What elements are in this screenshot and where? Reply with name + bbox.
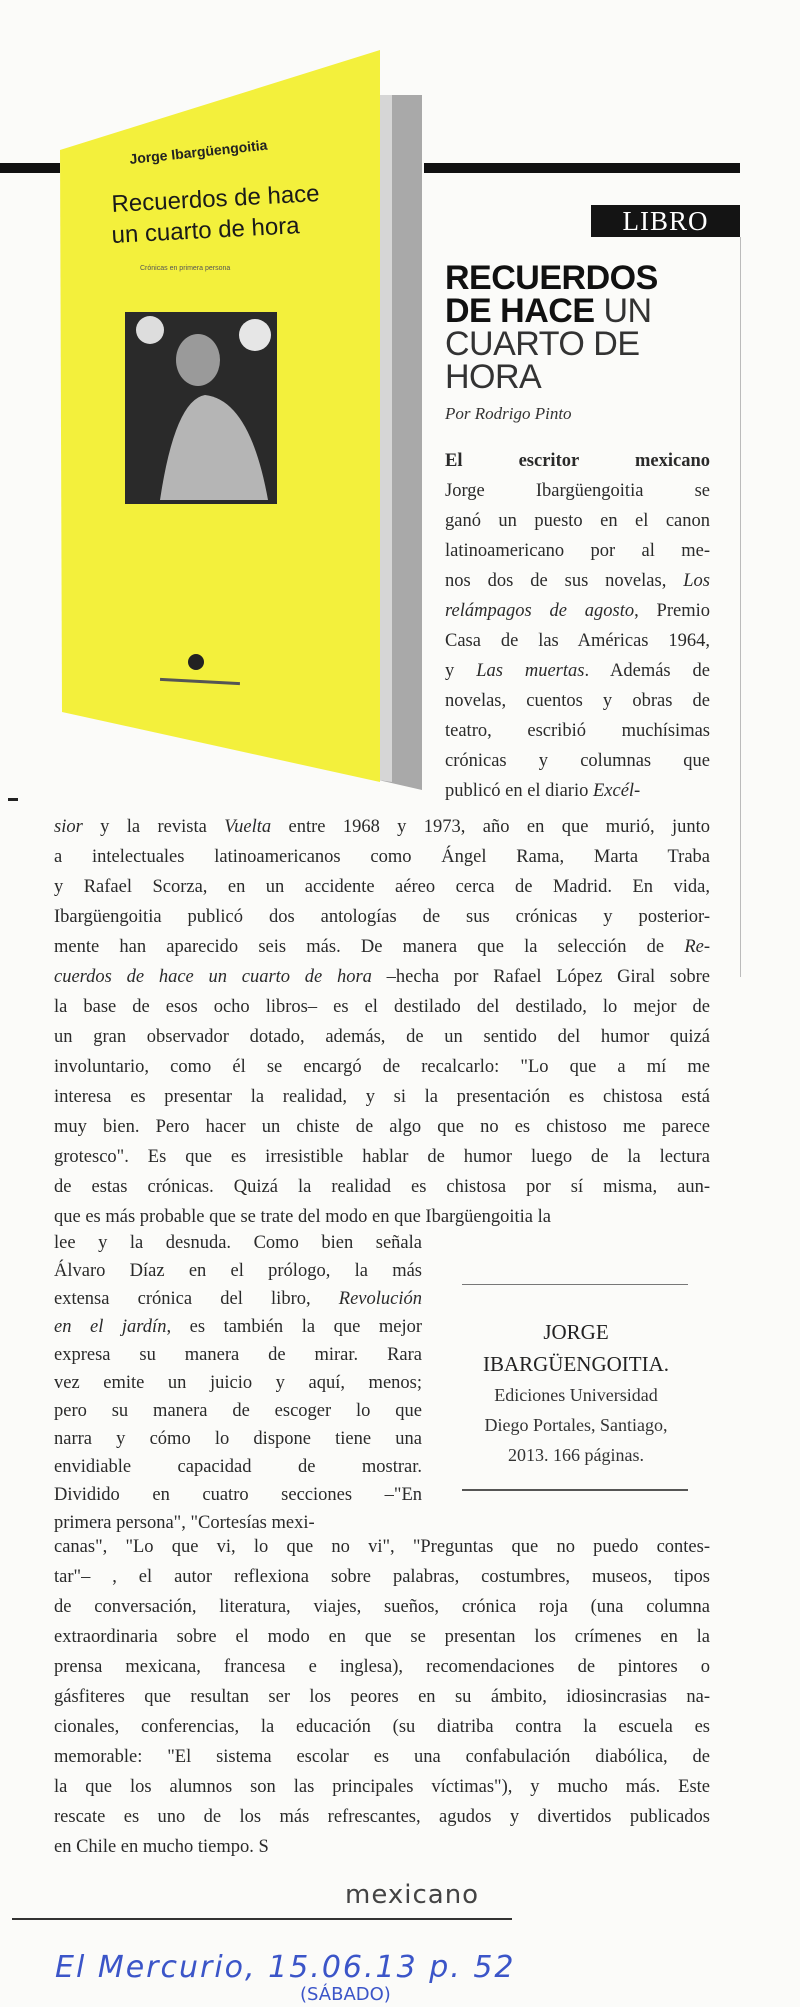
article-body-full-2: [54, 1532, 710, 1862]
text-segment: crónicas y columnas que: [445, 751, 710, 771]
text-segment: y Rafael Scorza, en un accidente aéreo cerca de Madrid. En vida,: [54, 877, 710, 897]
text-line: [54, 1229, 422, 1257]
text-line: [445, 626, 710, 656]
text-line: [54, 1142, 710, 1172]
section-label: LIBRO: [591, 205, 740, 237]
text-segment: teatro, escribió muchísimas: [445, 721, 710, 741]
text-line: [445, 596, 710, 626]
text-segment: nos dos de sus novelas,: [445, 571, 684, 591]
author-photo-foliage: [136, 316, 164, 344]
text-line: [54, 1562, 710, 1592]
text-line: [54, 1022, 710, 1052]
text-segment: a intelectuales latinoamericanos como Ángel Rama, Marta Traba: [54, 847, 710, 867]
text-line: [54, 1172, 710, 1202]
text-segment: Jorge Ibargüengoitia se: [445, 481, 710, 501]
text-line: [54, 1453, 422, 1481]
book-cover-image: [0, 0, 440, 800]
column-rule: [740, 237, 741, 977]
italic-title: relámpagos de agosto: [445, 601, 635, 621]
text-line: [54, 992, 710, 1022]
text-segment: extraordinaria sobre el modo en que se presentan los crímenes en la: [54, 1627, 710, 1647]
text-line: [54, 1285, 422, 1313]
book-title-line-2: un cuarto de hora: [110, 212, 301, 249]
article-right-column: [445, 446, 710, 806]
author-photo-foliage: [239, 319, 271, 351]
text-segment: Álvaro Díaz en el prólogo, la más: [54, 1261, 422, 1281]
text-segment: interesa es presentar la realidad, y si la presentación es chistosa está: [54, 1087, 710, 1107]
text-segment: de conversación, literatura, viajes, sueños, crónica roja (una columna: [54, 1597, 710, 1617]
text-segment: vez emite un juicio y aquí, menos;: [54, 1373, 422, 1393]
text-line: [54, 1425, 422, 1453]
text-segment: novelas, cuentos y obras de: [445, 691, 710, 711]
text-segment: extensa crónica del libro,: [54, 1289, 339, 1309]
italic-title: Re-: [684, 937, 710, 957]
text-line: [54, 1313, 422, 1341]
publisher-logo-icon: [188, 654, 204, 670]
headline-bold-1: RECUERDOS: [445, 259, 658, 297]
text-segment: mente han aparecido seis más. De manera que la selección de: [54, 937, 685, 957]
text-segment: cionales, conferencias, la educación (su diatriba contra la escuela es: [54, 1717, 710, 1737]
text-line: [445, 776, 710, 806]
book-info-box: [460, 1316, 692, 1470]
headline-light-3: HORA: [445, 358, 542, 396]
text-line: [54, 1369, 422, 1397]
text-line: [54, 1052, 710, 1082]
text-segment: expresa su manera de mirar. Rara: [54, 1345, 422, 1365]
text-segment: muy bien. Pero hacer un chiste de algo que no es chistoso me parece: [54, 1117, 710, 1137]
article-left-column: [54, 1229, 422, 1537]
text-segment: pero su manera de escoger lo que: [54, 1401, 422, 1421]
book-spine-shade: [378, 95, 392, 782]
text-line: [54, 1082, 710, 1112]
info-box-top-rule: [462, 1284, 688, 1285]
text-segment: El escritor mexicano: [445, 451, 710, 471]
handwritten-day: (SÁBADO): [300, 1984, 391, 2005]
author-photo-head: [176, 334, 220, 386]
info-box-bottom-rule: [462, 1489, 688, 1491]
text-segment: ganó un puesto en el canon: [445, 511, 710, 531]
italic-title: Las muertas: [476, 661, 585, 681]
top-rule-right: [424, 163, 740, 173]
text-line: [54, 1772, 710, 1802]
info-author-2: IBARGÜENGOITIA.: [482, 1352, 670, 1376]
info-publisher-1: Ediciones Universidad: [494, 1385, 658, 1405]
text-segment: de estas crónicas. Quizá la realidad es chistosa por sí misma, aun-: [54, 1177, 710, 1197]
text-line: [54, 1832, 710, 1862]
text-line: [54, 1481, 422, 1509]
italic-title: cuerdos de hace un cuarto de hora: [54, 967, 372, 987]
book-title-line-1: Recuerdos de hace: [110, 180, 321, 218]
handwritten-note: mexicano: [345, 1880, 480, 1910]
text-segment: –hecha por Rafael López Giral sobre: [371, 967, 711, 987]
text-segment: gásfiteres que resultan ser los peores en su ámbito, idiosincrasias na-: [54, 1687, 710, 1707]
text-line: [54, 1712, 710, 1742]
text-segment: lee y la desnuda. Como bien señala: [54, 1233, 422, 1253]
text-line: [54, 1257, 422, 1285]
text-line: [54, 932, 710, 962]
text-segment: memorable: "El sistema escolar es una confabulación diabólica, de: [54, 1747, 710, 1767]
text-segment: , Premio: [634, 601, 710, 621]
headline: [445, 259, 735, 396]
italic-title: Excél-: [592, 781, 641, 801]
text-line: [445, 476, 710, 506]
text-line: [445, 716, 710, 746]
text-segment: en Chile en mucho tiempo. S: [54, 1837, 269, 1857]
text-line: [54, 962, 710, 992]
italic-title: Los: [683, 571, 710, 591]
text-line: [54, 1652, 710, 1682]
text-line: [54, 1202, 710, 1232]
text-line: [54, 812, 710, 842]
text-line: [54, 842, 710, 872]
text-segment: que es más probable que se trate del modo en que Ibargüengoitia la: [54, 1207, 551, 1227]
italic-title: Revolución: [338, 1289, 422, 1309]
text-line: [54, 1341, 422, 1369]
text-segment: latinoamericano por al me-: [445, 541, 710, 561]
text-segment: la base de esos ocho libros– es el destilado del destilado, lo mejor de: [54, 997, 710, 1017]
info-author-1: JORGE: [543, 1320, 609, 1344]
text-line: [445, 446, 710, 476]
text-segment: Casa de las Américas 1964,: [445, 631, 710, 651]
text-segment: y: [445, 661, 477, 681]
info-publisher-2: Diego Portales, Santiago,: [484, 1415, 668, 1435]
text-line: [54, 1112, 710, 1142]
text-line: [54, 1742, 710, 1772]
text-line: [445, 566, 710, 596]
text-segment: prensa mexicana, francesa e inglesa), recomendaciones de pintores o: [54, 1657, 710, 1677]
text-segment: grotesco". Es que es irresistible hablar de humor luego de la lectura: [54, 1147, 710, 1167]
italic-title: en el jardín: [54, 1317, 167, 1337]
bottom-rule: [12, 1918, 512, 1920]
text-line: [54, 872, 710, 902]
text-line: [54, 1397, 422, 1425]
italic-title: sior: [54, 817, 83, 837]
text-segment: publicó en el diario: [445, 781, 593, 801]
text-segment: y la revista: [82, 817, 225, 837]
text-segment: entre 1968 y 1973, año en que murió, junto: [271, 817, 710, 837]
text-line: [54, 1682, 710, 1712]
text-segment: envidiable capacidad de mostrar.: [54, 1457, 422, 1477]
text-line: [54, 1532, 710, 1562]
info-details: 2013. 166 páginas.: [508, 1445, 644, 1465]
text-line: [54, 902, 710, 932]
handwritten-source: El Mercurio, 15.06.13 p. 52: [55, 1950, 516, 1985]
text-segment: narra y cómo lo dispone tiene una: [54, 1429, 422, 1449]
text-segment: . Además de: [584, 661, 711, 681]
headline-light-1: UN: [603, 292, 652, 330]
text-line: [54, 1622, 710, 1652]
text-segment: primera persona", "Cortesías mexi-: [54, 1513, 315, 1533]
text-segment: un gran observador dotado, además, de un sentido del humor quizá: [54, 1027, 710, 1047]
article-body-full-1: [54, 812, 710, 1232]
italic-title: Vuelta: [224, 817, 272, 837]
text-segment: , es también la que mejor: [166, 1317, 423, 1337]
text-segment: Dividido en cuatro secciones –"En: [54, 1485, 422, 1505]
book-author: Jorge Ibargüengoitia: [128, 136, 269, 167]
text-line: [445, 506, 710, 536]
headline-light-2: CUARTO DE: [445, 325, 640, 363]
headline-bold-2: DE HACE: [445, 292, 595, 330]
text-line: [445, 746, 710, 776]
byline: Por Rodrigo Pinto: [445, 404, 572, 423]
text-segment: Ibargüengoitia publicó dos antologías de sus crónicas y posterior-: [54, 907, 710, 927]
text-segment: tar"– , el autor reflexiona sobre palabras, costumbres, museos, tipos: [54, 1567, 710, 1587]
text-line: [54, 1592, 710, 1622]
text-line: [54, 1802, 710, 1832]
text-line: [445, 656, 710, 686]
text-segment: involuntario, como él se encargó de recalcarlo: "Lo que a mí me: [54, 1057, 710, 1077]
text-line: [445, 536, 710, 566]
text-segment: rescate es uno de los más refrescantes, agudos y divertidos publicados: [54, 1807, 710, 1827]
text-segment: canas", "Lo que vi, lo que no vi", "Preguntas que no puedo contes-: [54, 1537, 710, 1557]
book-subtitle: Crónicas en primera persona: [140, 265, 231, 272]
text-segment: la que los alumnos son las principales víctimas"), y mucho más. Este: [54, 1777, 710, 1797]
text-line: [445, 686, 710, 716]
